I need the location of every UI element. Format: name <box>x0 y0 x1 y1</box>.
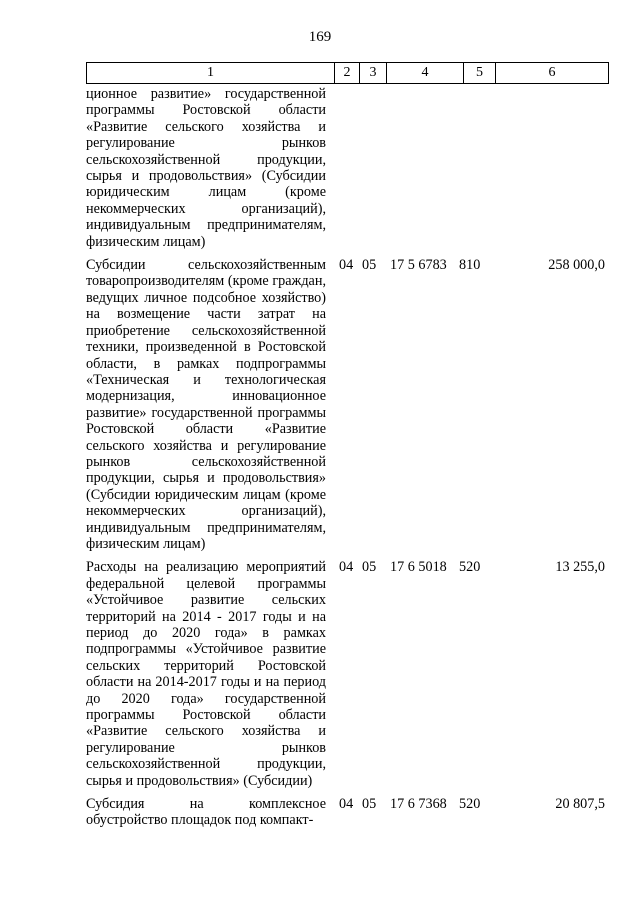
row-description: ционное развитие» государственной программы Ростовской области «Развитие сельского хозяйства и регулирование рынков сельскохозяйственной продукции, сырья и продовольствия» (Субсидии юридическим лицам (кроме некоммерческих организаций), индивидуальным предпринимателям, физическим лицам) <box>86 86 326 250</box>
page-number: 169 <box>308 29 332 45</box>
row-description: Субсидии сельскохозяйственным товаропроизводителям (кроме граждан, ведущих личное подсобное хозяйство) на возмещение части затрат на приобретение сельскохозяйственной техники, произведенной в Ростовской области, в рамках подпрограммы «Техническая и технологическая модернизация, инновационное развитие» государственной программы Ростовской области «Развитие сельского хозяйства и регулирование рынков сельскохозяйственной продукции, сырья и продовольствия» (Субсидии юридическим лицам (кроме некоммерческих организаций), индивидуальным предпринимателям, физическим лицам) <box>86 257 326 552</box>
row-description: Расходы на реализацию мероприятий федеральной целевой программы «Устойчивое развитие сельских территорий на 2014 - 2017 годы и на период до 2020 года» в рамках подпрограммы «Устойчивое развитие сельских территорий Ростовской области на 2014-2017 годы и на период до 2020 года» государственной программы Ростовской области «Развитие сельского хозяйства и регулирование рынков сельскохозяйственной продукции, сырья и продовольствия» (Субсидии) <box>86 559 326 789</box>
header-col-2: 2 <box>335 63 360 84</box>
table-row <box>86 559 608 789</box>
table-header <box>86 62 609 84</box>
table-row <box>86 796 608 829</box>
row-expense-type: 520 <box>459 559 481 576</box>
table-row <box>86 257 608 552</box>
row-section: 04 <box>339 559 354 576</box>
header-col-5: 5 <box>464 63 496 84</box>
row-amount: 20 807,5 <box>555 796 605 813</box>
row-expense-type <box>455 86 493 250</box>
row-subsection: 05 <box>362 559 377 576</box>
row-amount: 258 000,0 <box>548 257 605 274</box>
row-section: 04 <box>339 257 354 274</box>
row-description: Субсидия на комплексное обустройство площадок под компакт- <box>86 796 326 829</box>
row-target-article <box>383 86 455 250</box>
header-col-6: 6 <box>496 63 609 84</box>
row-expense-type: 520 <box>459 796 481 813</box>
row-target-article: 17 6 5018 <box>390 559 447 576</box>
header-col-1: 1 <box>87 63 335 84</box>
row-target-article: 17 5 6783 <box>390 257 447 274</box>
row-amount <box>493 86 608 250</box>
row-subsection: 05 <box>362 257 377 274</box>
row-target-article: 17 6 7368 <box>390 796 447 813</box>
row-expense-type: 810 <box>459 257 481 274</box>
header-col-4: 4 <box>387 63 464 84</box>
row-subsection <box>354 86 383 250</box>
header-col-3: 3 <box>360 63 387 84</box>
table-body <box>86 86 608 829</box>
row-amount: 13 255,0 <box>555 559 605 576</box>
row-subsection: 05 <box>362 796 377 813</box>
table-row <box>86 86 608 250</box>
row-section: 04 <box>339 796 354 813</box>
row-section <box>326 86 354 250</box>
